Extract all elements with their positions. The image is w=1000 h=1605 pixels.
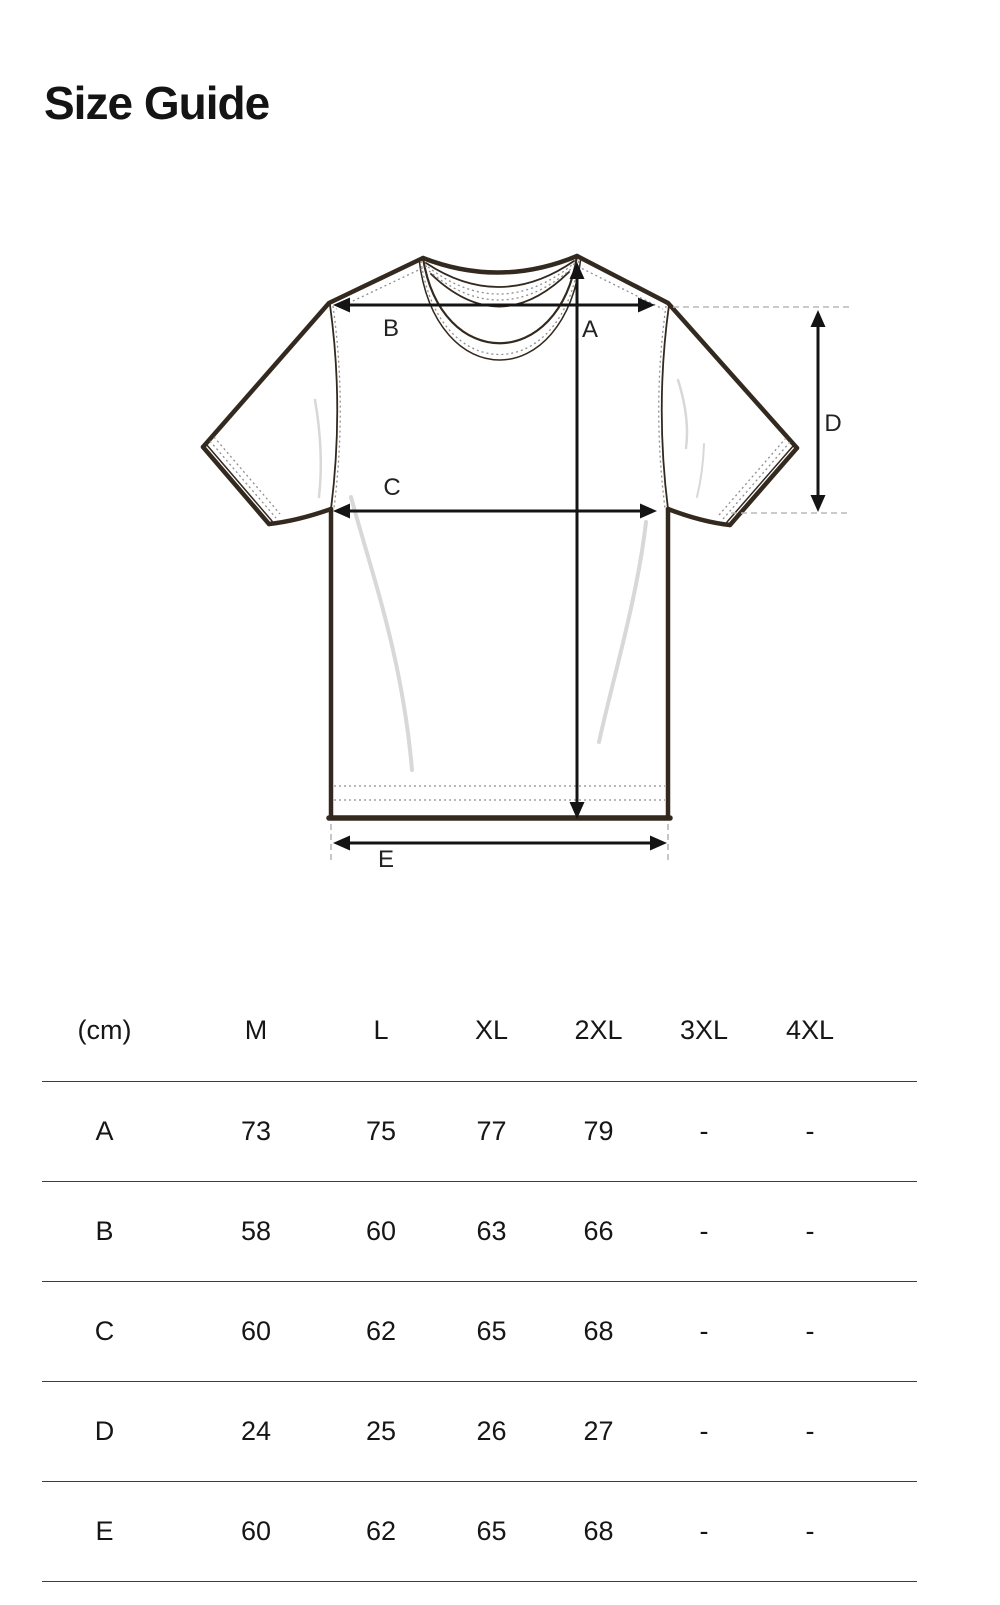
tshirt-measurement-diagram [0,200,1000,900]
row-label: D [42,1381,187,1481]
size-header-l: L [325,981,437,1081]
fabric-shading [315,380,704,770]
cell: 62 [325,1281,437,1381]
cell: 65 [437,1281,546,1381]
cell: 25 [325,1381,437,1481]
cell: 77 [437,1081,546,1181]
measurement-guides [331,307,851,864]
cell: 63 [437,1181,546,1281]
cell: - [757,1281,917,1381]
label-E: E [377,846,395,873]
unit-header: (cm) [42,981,187,1081]
measurement-arrows [333,262,826,851]
table-row-d [42,1381,917,1481]
measurement-labels [378,315,842,873]
cell: 66 [546,1181,651,1281]
left-underarm [269,509,331,524]
cell: 68 [546,1481,651,1581]
page-title: Size Guide [44,77,270,129]
cell: 65 [437,1481,546,1581]
row-label: C [42,1281,187,1381]
right-armhole-seam [662,305,669,509]
cell: 75 [325,1081,437,1181]
cell: - [651,1181,757,1281]
size-table-header-row [42,981,917,1081]
size-header-xl: XL [437,981,546,1081]
size-header-2xl: 2XL [546,981,651,1081]
cell: - [651,1381,757,1481]
cell: 60 [325,1181,437,1281]
arrow-D [811,310,826,512]
tshirt-seams [206,256,794,522]
table-row-b [42,1181,917,1281]
cell: - [651,1481,757,1581]
label-D: D [824,410,842,437]
arrow-C [333,504,657,519]
table-row-c [42,1281,917,1381]
cell: 26 [437,1381,546,1481]
size-header-4xl: 4XL [757,981,917,1081]
cell: - [651,1081,757,1181]
cell: 60 [187,1281,325,1381]
cell: 68 [546,1281,651,1381]
cell: - [651,1281,757,1381]
collar-top-edge [423,256,577,273]
size-table [42,981,917,1582]
cell: - [757,1181,917,1281]
row-label: B [42,1181,187,1281]
cell: - [757,1381,917,1481]
size-header-3xl: 3XL [651,981,757,1081]
left-cuff-seam [206,444,272,521]
cell: 79 [546,1081,651,1181]
left-sleeve-top-edge [203,258,423,447]
cell: 62 [325,1481,437,1581]
cell: 24 [187,1381,325,1481]
table-row-a [42,1081,917,1181]
cell: 73 [187,1081,325,1181]
label-A: A [581,316,599,343]
cell: 58 [187,1181,325,1281]
cell: 27 [546,1381,651,1481]
cell: 60 [187,1481,325,1581]
size-header-m: M [187,981,325,1081]
right-cuff-seam [727,445,794,522]
row-label: E [42,1481,187,1581]
label-B: B [382,315,400,342]
row-label: A [42,1081,187,1181]
arrow-B [333,298,655,313]
label-C: C [383,474,401,501]
right-underarm [668,509,730,525]
cell: - [757,1481,917,1581]
arrow-A [570,262,585,819]
table-row-e [42,1481,917,1581]
tshirt-outline [203,256,797,818]
cell: - [757,1081,917,1181]
left-armhole-seam [330,305,337,509]
left-cuff-edge [203,447,269,524]
